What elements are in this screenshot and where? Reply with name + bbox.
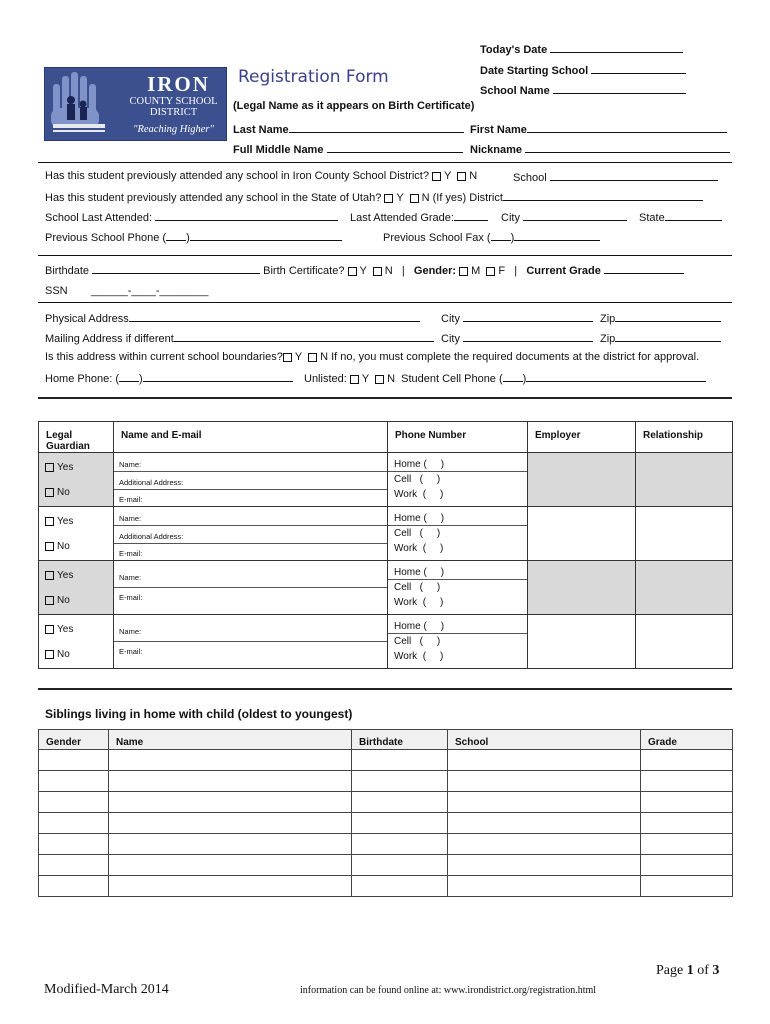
header-relationship: Relationship — [636, 422, 733, 453]
gender-m-checkbox[interactable] — [459, 267, 468, 276]
sibling-birthdate-cell[interactable] — [352, 813, 448, 834]
first-name-label: First Name — [470, 122, 727, 136]
physical-address-field[interactable] — [129, 311, 420, 322]
employer-cell[interactable] — [528, 453, 636, 507]
sibling-grade-cell[interactable] — [641, 771, 733, 792]
guardian-no-checkbox[interactable] — [45, 596, 54, 605]
divider — [38, 302, 732, 303]
school-last-attended-field[interactable] — [155, 210, 338, 221]
birthdate-field[interactable] — [92, 263, 260, 274]
todays-date-field[interactable] — [550, 42, 683, 53]
last-city-label: City — [501, 210, 627, 224]
sibling-name-cell[interactable] — [109, 813, 352, 834]
sibling-gender-cell[interactable] — [39, 855, 109, 876]
mailing-address-label: Mailing Address if different — [45, 331, 434, 345]
relationship-cell[interactable] — [636, 507, 733, 561]
header-school: School — [448, 730, 641, 750]
sibling-birthdate-cell[interactable] — [352, 834, 448, 855]
unlisted-row: Unlisted: Y N Student Cell Phone ( ) — [304, 371, 706, 385]
todays-date-label: Today's Date — [480, 42, 683, 56]
q1-no-checkbox[interactable] — [457, 172, 466, 181]
date-starting-label: Date Starting School — [480, 63, 686, 77]
sibling-birthdate-cell[interactable] — [352, 876, 448, 897]
last-state-label: State — [639, 210, 722, 224]
divider — [38, 397, 732, 399]
guardian-email-label: E-mail: — [119, 647, 143, 656]
guardian-email-label: E-mail: — [119, 549, 143, 558]
sibling-grade-cell[interactable] — [641, 792, 733, 813]
physical-address-label: Physical Address — [45, 311, 420, 325]
date-starting-field[interactable] — [591, 63, 686, 74]
prev-phone-label: Previous School Phone ( ) — [45, 230, 342, 244]
divider — [38, 255, 732, 256]
mailing-zip-field[interactable] — [615, 331, 721, 342]
birthcert-no-checkbox[interactable] — [373, 267, 382, 276]
mailing-zip-label: Zip — [600, 331, 721, 345]
sibling-gender-cell[interactable] — [39, 771, 109, 792]
sibling-grade-cell[interactable] — [641, 813, 733, 834]
header-employer: Employer — [528, 422, 636, 453]
first-name-field[interactable] — [527, 122, 727, 133]
info-link-text: information can be found online at: www.irondistrict.org/registration.html — [300, 985, 597, 996]
boundary-yes-checkbox[interactable] — [283, 353, 292, 362]
relationship-cell[interactable] — [636, 615, 733, 669]
physical-city-field[interactable] — [463, 311, 593, 322]
table-row: Yes No Name: Additional Address: E-mail: Home ( ) Cell ( ) Work ( ) — [39, 453, 733, 507]
sibling-gender-cell[interactable] — [39, 792, 109, 813]
birthdate-row: Birthdate Birth Certificate? Y N | Gender: M F | Current Grade — [45, 263, 684, 277]
header-birthdate: Birthdate — [352, 730, 448, 750]
guardian-name-label: Name: — [119, 460, 142, 469]
prev-phone-field[interactable] — [190, 230, 342, 241]
boundary-question: Is this address within current school boundaries? Y N If no, you must complete the required documents at the district for approval. — [45, 351, 700, 363]
header-name: Name — [109, 730, 352, 750]
sibling-gender-cell[interactable] — [39, 750, 109, 771]
guardian-no-checkbox[interactable] — [45, 542, 54, 551]
unlisted-yes-checkbox[interactable] — [350, 375, 359, 384]
sibling-grade-cell[interactable] — [641, 750, 733, 771]
sibling-grade-cell[interactable] — [641, 855, 733, 876]
hands-logo-icon — [47, 70, 115, 138]
table-row: Yes No Name: Additional Address: E-mail: Home ( ) Cell ( ) Work ( ) — [39, 507, 733, 561]
school-last-attended-label: School Last Attended: — [45, 210, 338, 224]
ssn-label: SSN — [45, 285, 68, 297]
header-gender: Gender — [39, 730, 109, 750]
guardian-no-checkbox[interactable] — [45, 650, 54, 659]
sibling-school-cell[interactable] — [448, 792, 641, 813]
prev-fax-label: Previous School Fax ( ) — [383, 230, 600, 244]
sibling-name-cell[interactable] — [109, 855, 352, 876]
employer-cell[interactable] — [528, 615, 636, 669]
physical-zip-label: Zip — [600, 311, 721, 325]
guardian-name-label: Name: — [119, 627, 142, 636]
last-name-field[interactable] — [289, 122, 464, 133]
student-cell-field[interactable] — [526, 371, 706, 382]
relationship-cell[interactable] — [636, 561, 733, 615]
logo-district-text: COUNTY SCHOOL DISTRICT — [129, 96, 218, 118]
prev-fax-field[interactable] — [514, 230, 600, 241]
nickname-field[interactable] — [525, 142, 730, 153]
table-row — [39, 792, 733, 813]
sibling-name-cell[interactable] — [109, 750, 352, 771]
siblings-title: Siblings living in home with child (oldest to youngest) — [45, 707, 353, 721]
gender-f-checkbox[interactable] — [486, 267, 495, 276]
table-row — [39, 834, 733, 855]
last-city-field[interactable] — [523, 210, 627, 221]
school-name-field[interactable] — [553, 83, 686, 94]
boundary-no-checkbox[interactable] — [308, 353, 317, 362]
table-row — [39, 771, 733, 792]
home-phone-label: Home Phone: ( ) — [45, 371, 293, 385]
guardian-name-label: Name: — [119, 514, 142, 523]
logo-tagline: "Reaching Higher" — [133, 124, 214, 135]
physical-city-label: City — [441, 311, 593, 325]
unlisted-no-checkbox[interactable] — [375, 375, 384, 384]
employer-cell[interactable] — [528, 561, 636, 615]
header-grade: Grade — [641, 730, 733, 750]
divider — [38, 162, 732, 163]
district-logo — [44, 67, 227, 141]
guardian-yes-checkbox[interactable] — [45, 463, 54, 472]
sibling-name-cell[interactable] — [109, 792, 352, 813]
table-row — [39, 750, 733, 771]
q1-school-field[interactable] — [550, 170, 718, 181]
sibling-gender-cell[interactable] — [39, 876, 109, 897]
sibling-school-cell[interactable] — [448, 750, 641, 771]
attendance-q2: Has this student previously attended any school in the State of Utah? Y N (If yes) District — [45, 190, 703, 204]
last-grade-field[interactable] — [454, 210, 488, 221]
table-row — [39, 855, 733, 876]
last-state-field[interactable] — [665, 210, 722, 221]
guardian-header-row — [39, 422, 733, 453]
sibling-school-cell[interactable] — [448, 771, 641, 792]
home-phone-field[interactable] — [143, 371, 293, 382]
birthcert-yes-checkbox[interactable] — [348, 267, 357, 276]
q1-school-label: School — [513, 170, 718, 184]
header-phone: Phone Number — [388, 422, 528, 453]
sibling-school-cell[interactable] — [448, 855, 641, 876]
sibling-gender-cell[interactable] — [39, 834, 109, 855]
sibling-name-cell[interactable] — [109, 876, 352, 897]
middle-name-label: Full Middle Name — [233, 142, 463, 156]
legal-name-note: (Legal Name as it appears on Birth Certificate) — [233, 100, 475, 112]
divider — [38, 688, 732, 690]
siblings-header-row — [39, 730, 733, 750]
sibling-gender-cell[interactable] — [39, 813, 109, 834]
q2-yes-checkbox[interactable] — [384, 194, 393, 203]
guardian-email-label: E-mail: — [119, 593, 143, 602]
guardian-no-checkbox[interactable] — [45, 488, 54, 497]
sibling-name-cell[interactable] — [109, 771, 352, 792]
mailing-address-field[interactable] — [174, 331, 434, 342]
guardian-email-label: E-mail: — [119, 495, 143, 504]
attendance-q1: Has this student previously attended any school in Iron County School District? Y N — [45, 170, 478, 182]
table-row: Yes No Name: E-mail: Home ( ) Cell ( ) Work ( ) — [39, 561, 733, 615]
guardian-table — [38, 421, 733, 669]
school-name-label: School Name — [480, 83, 686, 97]
sibling-school-cell[interactable] — [448, 813, 641, 834]
last-name-label: Last Name — [233, 122, 464, 136]
physical-zip-field[interactable] — [615, 311, 721, 322]
ssn-field[interactable]: ______-____-________ — [91, 285, 209, 297]
table-row: Yes No Name: E-mail: Home ( ) Cell ( ) Work ( ) — [39, 615, 733, 669]
guardian-yes-checkbox[interactable] — [45, 517, 54, 526]
guardian-yes-checkbox[interactable] — [45, 625, 54, 634]
current-grade-field[interactable] — [604, 263, 684, 274]
page-number: Page 1 of 3 — [656, 963, 720, 978]
guardian-yes-checkbox[interactable] — [45, 571, 54, 580]
sibling-birthdate-cell[interactable] — [352, 771, 448, 792]
sibling-grade-cell[interactable] — [641, 876, 733, 897]
relationship-cell[interactable] — [636, 453, 733, 507]
sibling-name-cell[interactable] — [109, 834, 352, 855]
district-field[interactable] — [503, 190, 703, 201]
table-row — [39, 813, 733, 834]
sibling-grade-cell[interactable] — [641, 834, 733, 855]
header-legal-guardian: Legal Guardian — [39, 422, 114, 453]
table-row — [39, 876, 733, 897]
additional-address-label: Additional Address: — [119, 532, 184, 541]
q2-no-checkbox[interactable] — [410, 194, 419, 203]
page-title: Registration Form — [238, 67, 389, 87]
header-name-email: Name and E-mail — [114, 422, 388, 453]
middle-name-field[interactable] — [327, 142, 463, 153]
sibling-school-cell[interactable] — [448, 834, 641, 855]
logo-iron-text: IRON — [147, 72, 210, 96]
mailing-city-label: City — [441, 331, 593, 345]
sibling-birthdate-cell[interactable] — [352, 855, 448, 876]
siblings-table — [38, 729, 733, 897]
modified-date: Modified-March 2014 — [44, 982, 169, 997]
mailing-city-field[interactable] — [463, 331, 593, 342]
nickname-label: Nickname — [470, 142, 730, 156]
guardian-name-label: Name: — [119, 573, 142, 582]
sibling-school-cell[interactable] — [448, 876, 641, 897]
q1-yes-checkbox[interactable] — [432, 172, 441, 181]
sibling-birthdate-cell[interactable] — [352, 750, 448, 771]
sibling-birthdate-cell[interactable] — [352, 792, 448, 813]
additional-address-label: Additional Address: — [119, 478, 184, 487]
employer-cell[interactable] — [528, 507, 636, 561]
last-grade-label: Last Attended Grade: — [350, 210, 488, 224]
